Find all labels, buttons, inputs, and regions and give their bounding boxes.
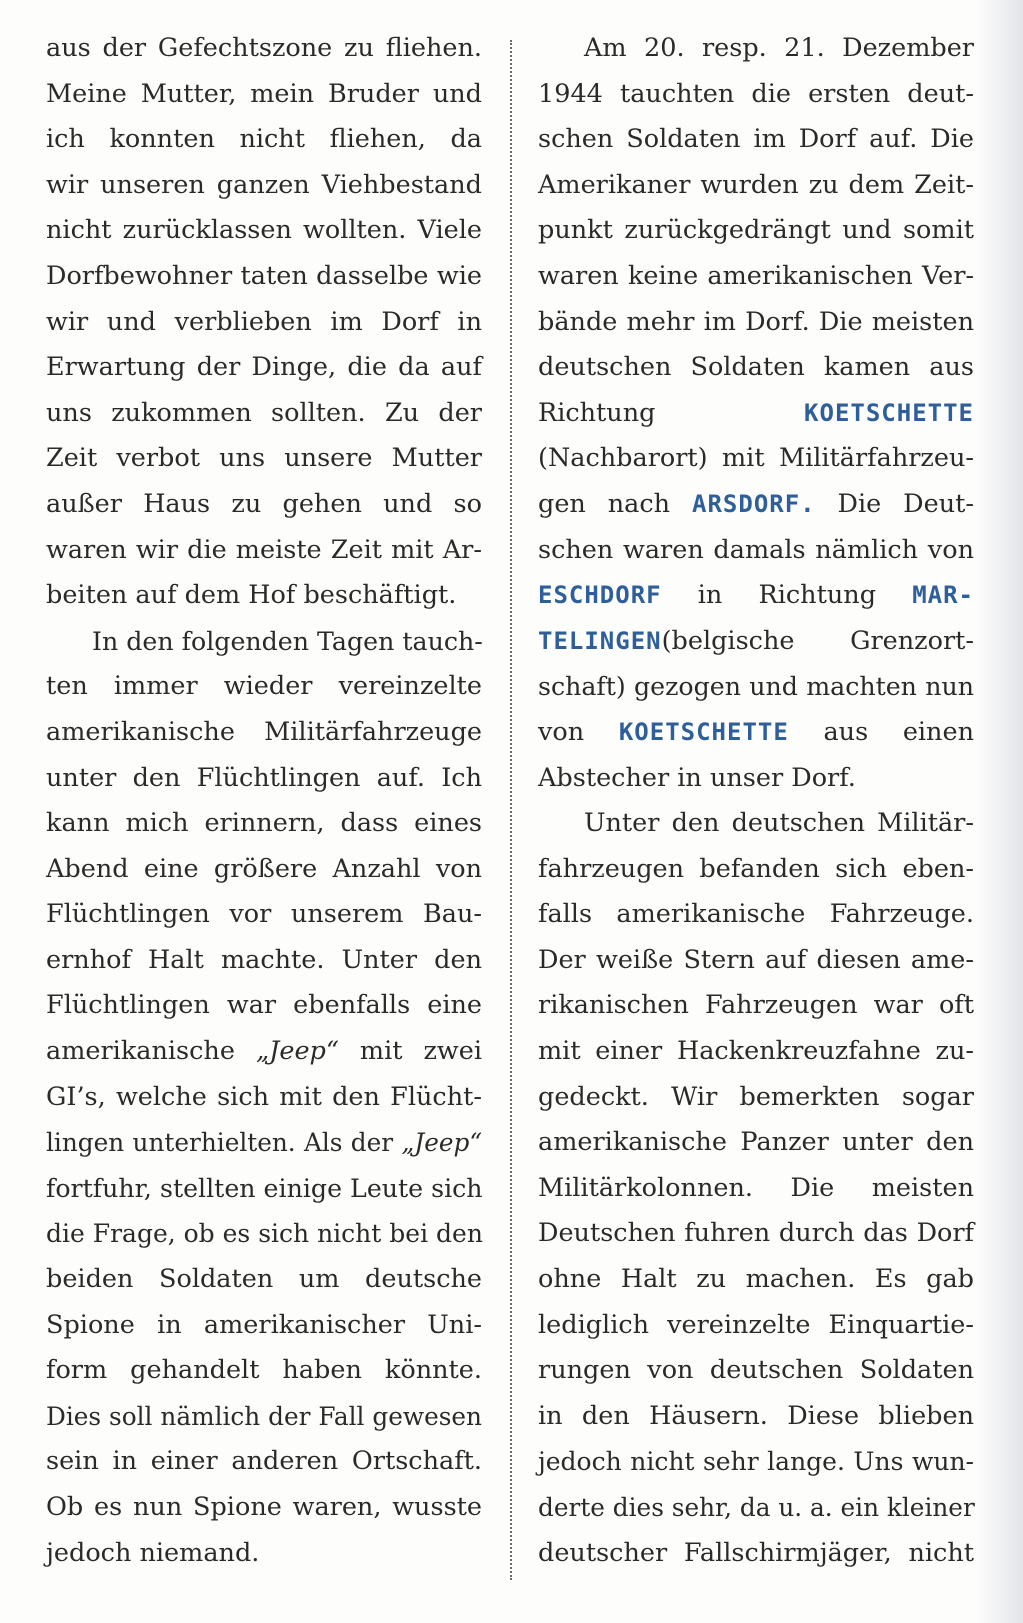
text-line: amerikanische Militärfahrzeuge	[46, 716, 482, 747]
text-line: 1944 tauchten die ersten deut-	[538, 78, 974, 109]
text-line: ten immer wieder vereinzelte	[46, 671, 482, 702]
text-line: Amerikaner wurden zu dem Zeit-	[538, 169, 974, 200]
text-line	[538, 482, 974, 528]
place-name-koetschette: KOETSCHETTE	[618, 717, 789, 746]
text-fragment: Richtung	[538, 397, 656, 428]
text-line: sein in einer anderen Ortschaft.	[46, 1446, 482, 1477]
text-line	[46, 1029, 482, 1075]
text-line	[46, 1120, 482, 1166]
text-line: rungen von deutschen Soldaten	[538, 1355, 974, 1386]
text-line	[538, 573, 974, 619]
jeep-word: „Jeep“	[255, 1036, 339, 1067]
place-name-martelingen-part1: MAR-	[912, 581, 974, 610]
page-edge-shade	[977, 0, 1023, 1623]
place-name-eschdorf: ESCHDORF	[538, 581, 662, 610]
text-line: deutscher Fallschirmjäger, nicht	[538, 1537, 974, 1568]
text-line: Unter den deutschen Militär-	[584, 808, 974, 839]
text-line: Dorfbewohner taten dasselbe wie	[46, 260, 482, 291]
place-name-koetschette: KOETSCHETTE	[804, 398, 974, 427]
text-line: form gehandelt haben könnte.	[46, 1355, 482, 1386]
text-line: kann mich erinnern, dass eines	[46, 808, 482, 839]
text-line: jedoch niemand.	[46, 1537, 260, 1568]
paragraph-2	[46, 619, 482, 1576]
text-line: Militärkolonnen. Die meisten	[538, 1172, 974, 1203]
text-line: lediglich vereinzelte Einquartie-	[538, 1309, 974, 1340]
text-line: in den Häusern. Diese blieben	[538, 1400, 974, 1431]
text-line	[538, 619, 974, 665]
text-line: Flüchtlingen vor unserem Bau-	[46, 899, 482, 930]
text-line: ohne Halt zu machen. Es gab	[538, 1264, 974, 1295]
text-line: Erwartung der Dinge, die da auf	[46, 352, 482, 383]
right-column	[538, 26, 974, 1576]
text-fragment: (belgische Grenzort-	[661, 625, 974, 656]
text-line: Ob es nun Spione waren, wusste	[46, 1492, 482, 1522]
text-line: die Frage, ob es sich nicht bei den	[46, 1219, 483, 1249]
text-fragment: lingen unterhielten. Als der	[46, 1128, 402, 1158]
text-fragment: Die Deut-	[815, 488, 974, 519]
text-line: waren wir die meiste Zeit mit Ar-	[46, 534, 482, 565]
jeep-word: „Jeep“	[401, 1128, 482, 1158]
text-line: Abstecher in unser Dorf.	[538, 762, 856, 793]
text-line: schaft) gezogen und machten nun	[538, 672, 974, 702]
text-line: Zeit verbot uns unsere Mutter	[46, 443, 482, 474]
text-line: (Nachbarort) mit Militärfahrzeu-	[538, 443, 974, 474]
text-line: wir und verblieben im Dorf in	[46, 306, 482, 337]
column-divider	[510, 40, 512, 1580]
place-name-arsdorf: ARSDORF.	[692, 489, 816, 518]
text-line: unter den Flüchtlingen auf. Ich	[46, 762, 482, 793]
text-fragment: gen nach	[538, 488, 693, 519]
text-line: schen Soldaten im Dorf auf. Die	[538, 124, 974, 155]
text-line: In den folgenden Tagen tauch-	[92, 626, 483, 656]
left-column	[46, 26, 482, 1576]
text-line: bände mehr im Dorf. Die meisten	[538, 306, 974, 337]
text-line: fortfuhr, stellten einige Leute sich	[46, 1173, 483, 1203]
text-line: derte dies sehr, da u. a. ein kleiner	[538, 1493, 975, 1522]
text-line: aus der Gefechtszone zu fliehen.	[46, 33, 482, 63]
text-line: deutschen Soldaten kamen aus	[538, 352, 974, 383]
text-line: waren keine amerikanischen Ver-	[538, 260, 974, 291]
text-line: Dies soll nämlich der Fall gewesen	[46, 1401, 482, 1431]
place-name-martelingen-part2: TELINGEN	[538, 626, 662, 655]
text-fragment: in Richtung	[661, 580, 913, 611]
text-line: fahrzeugen befanden sich eben-	[538, 853, 974, 884]
text-line: Am 20. resp. 21. Dezember	[584, 33, 974, 63]
text-line: außer Haus zu gehen und so	[46, 488, 482, 519]
text-line: amerikanische Panzer unter den	[538, 1127, 974, 1158]
text-line: beiten auf dem Hof beschäftigt.	[46, 580, 457, 611]
text-line: uns zukommen sollten. Zu der	[46, 397, 482, 428]
text-fragment: mit zwei	[338, 1036, 482, 1067]
text-fragment: aus einen	[788, 716, 974, 747]
text-line: beiden Soldaten um deutsche	[46, 1264, 482, 1295]
text-line	[538, 391, 974, 437]
text-fragment: von	[538, 716, 619, 747]
text-line: gedeckt. Wir bemerkten sogar	[538, 1081, 974, 1112]
text-line: Meine Mutter, mein Bruder und	[46, 78, 482, 109]
text-line: GI’s, welche sich mit den Flücht-	[46, 1081, 482, 1112]
text-line: ernhof Halt machte. Unter den	[46, 944, 482, 975]
text-line: mit einer Hackenkreuzfahne zu-	[538, 1036, 974, 1067]
text-line: punkt zurückgedrängt und somit	[538, 215, 974, 246]
text-line: rikanischen Fahrzeugen war oft	[538, 990, 974, 1021]
paragraph-1	[46, 26, 482, 619]
text-line: jedoch nicht sehr lange. Uns wun-	[538, 1447, 974, 1477]
text-line: Deutschen fuhren durch das Dorf	[538, 1218, 974, 1249]
text-line: Abend eine größere Anzahl von	[46, 853, 482, 884]
text-line: Spione in amerikanischer Uni-	[46, 1309, 482, 1340]
text-line: ich konnten nicht fliehen, da	[46, 124, 482, 155]
text-line: Flüchtlingen war ebenfalls eine	[46, 990, 482, 1021]
paragraph-3	[538, 26, 974, 801]
text-line: wir unseren ganzen Viehbestand	[46, 169, 482, 200]
text-line: nicht zurücklassen wollten. Viele	[46, 215, 482, 246]
text-line	[538, 710, 974, 756]
paragraph-4	[538, 801, 974, 1576]
text-fragment: amerikanische	[46, 1036, 256, 1067]
text-line: schen waren damals nämlich von	[538, 534, 974, 565]
text-line: Der weiße Stern auf diesen ame-	[538, 944, 974, 975]
text-line: falls amerikanische Fahrzeuge.	[538, 899, 974, 930]
